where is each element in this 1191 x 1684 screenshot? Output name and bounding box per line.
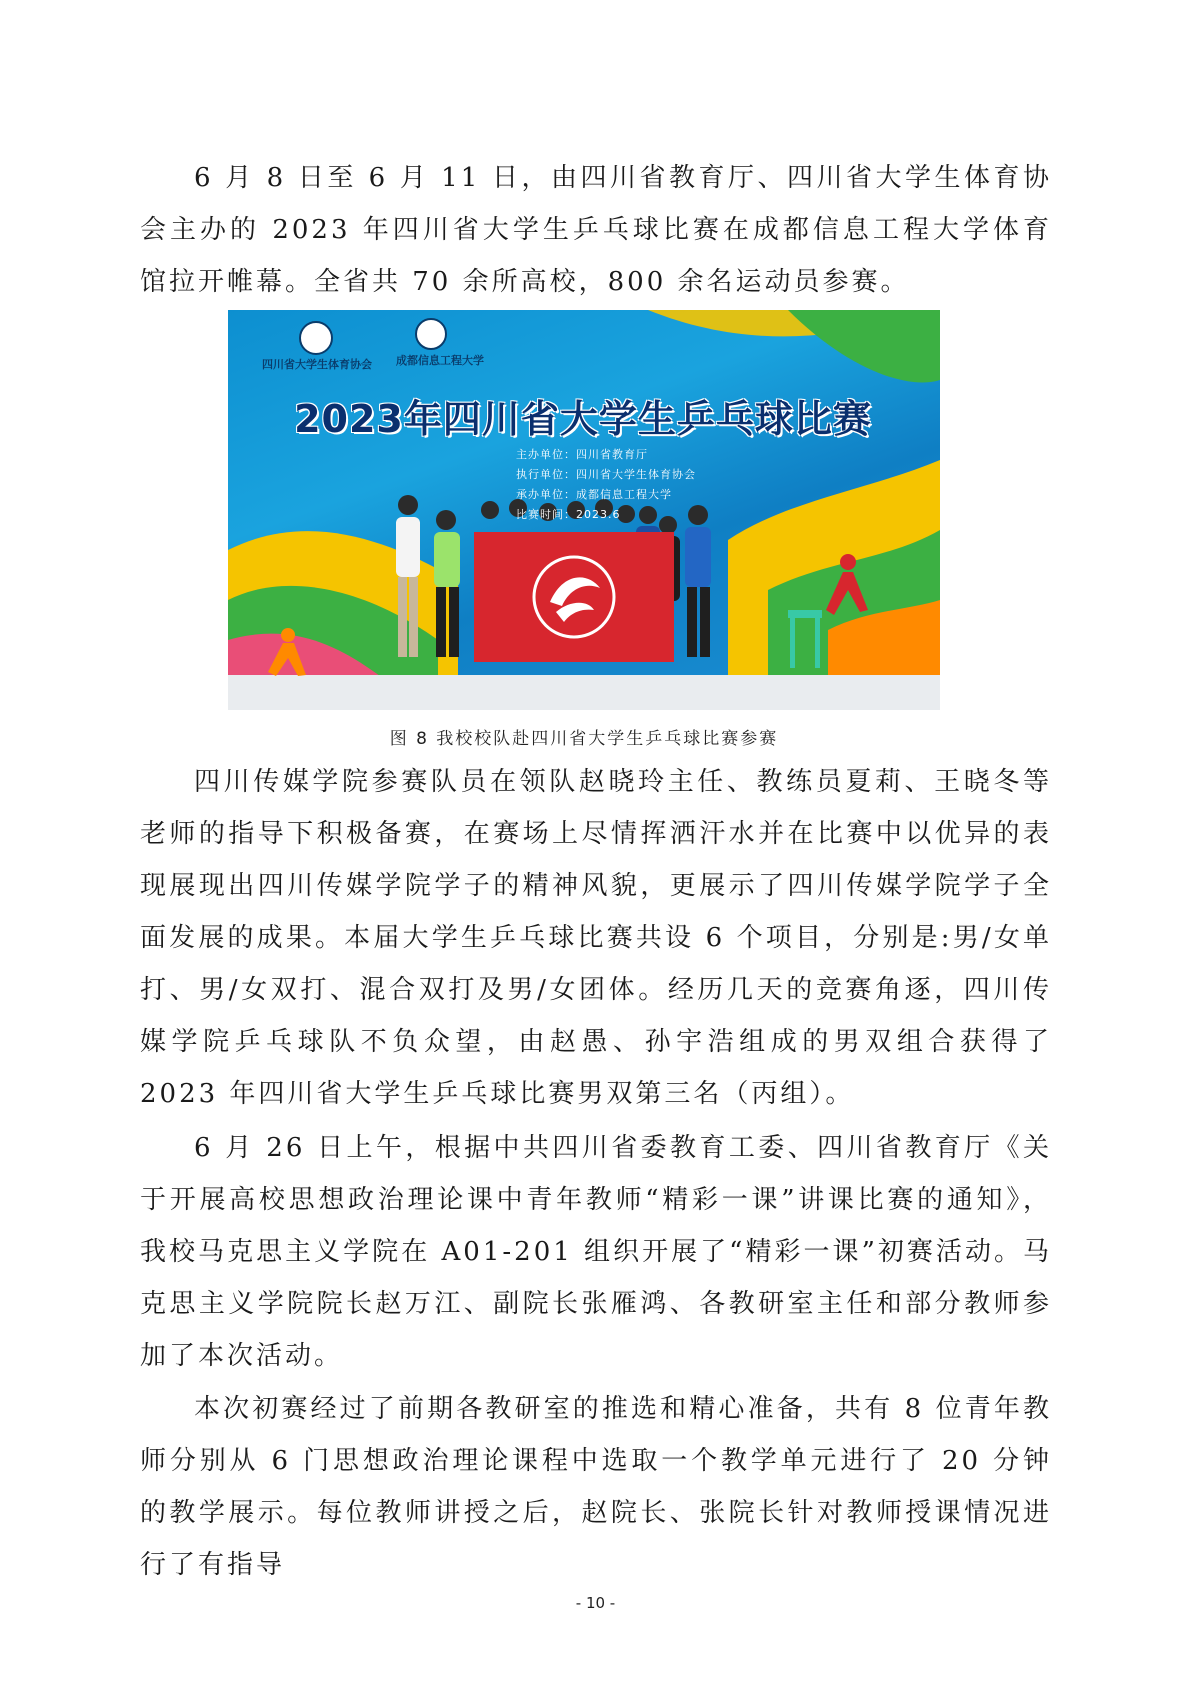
banner-info-line: 比赛时间：2023.6 — [516, 508, 621, 521]
paragraph-lecture-contest: 6 月 26 日上午，根据中共四川省委教育工委、四川省教育厅《关于开展高校思想政治理论课中青年教师“精彩一课”讲课比赛的通知》，我校马克思主义学院在 A01-201 组织开展了“精彩一课”初赛活动。马克思主义学院院长赵万江、副院长张雁鸿、各教研室主任和部分教师参加了本次活动。 — [140, 1133, 1052, 1371]
banner-info-line: 承办单位：成都信息工程大学 — [516, 488, 672, 501]
team-photo — [228, 310, 940, 710]
banner-title: 2023年四川省大学生乒乓球比赛 — [294, 397, 872, 441]
org-right-label: 成都信息工程大学 — [396, 354, 484, 367]
page-number: - 10 - — [575, 1594, 616, 1612]
figure-caption: 图 8 我校校队赴四川省大学生乒乓球比赛参赛 — [389, 729, 779, 749]
paragraph-table-tennis-intro: 6 月 8 日至 6 月 11 日，由四川省教育厅、四川省大学生体育协会主办的 2023 年四川省大学生乒乓球比赛在成都信息工程大学体育馆拉开帷幕。全省共 70 余所高校，800 余名运动员参赛。 — [140, 163, 1052, 297]
banner-info-line: 主办单位：四川省教育厅 — [516, 448, 648, 461]
banner-info-line: 执行单位：四川省大学生体育协会 — [516, 468, 696, 481]
paragraph-team-results: 四川传媒学院参赛队员在领队赵晓玲主任、教练员夏莉、王晓冬等老师的指导下积极备赛，在赛场上尽情挥洒汗水并在比赛中以优异的表现展现出四川传媒学院学子的精神风貌，更展示了四川传媒学院学子全面发展的成果。本届大学生乒乓球比赛共设 6 个项目，分别是:男/女单打、男/女双打、混合双打及男/女团体。经历几天的竞赛角逐，四川传媒学院乒乓球队不负众望，由赵愚、孙宇浩组成的男双组合获得了 2023 年四川省大学生乒乓球比赛男双第三名（丙组）。 — [140, 767, 1052, 1109]
paragraph-preliminary-round: 本次初赛经过了前期各教研室的推选和精心准备，共有 8 位青年教师分别从 6 门思想政治理论课程中选取一个教学单元进行了 20 分钟的教学展示。每位教师讲授之后，赵院长、张院长针对教师授课情况进行了有指导 — [140, 1394, 1052, 1580]
org-left-label: 四川省大学生体育协会 — [262, 358, 372, 371]
